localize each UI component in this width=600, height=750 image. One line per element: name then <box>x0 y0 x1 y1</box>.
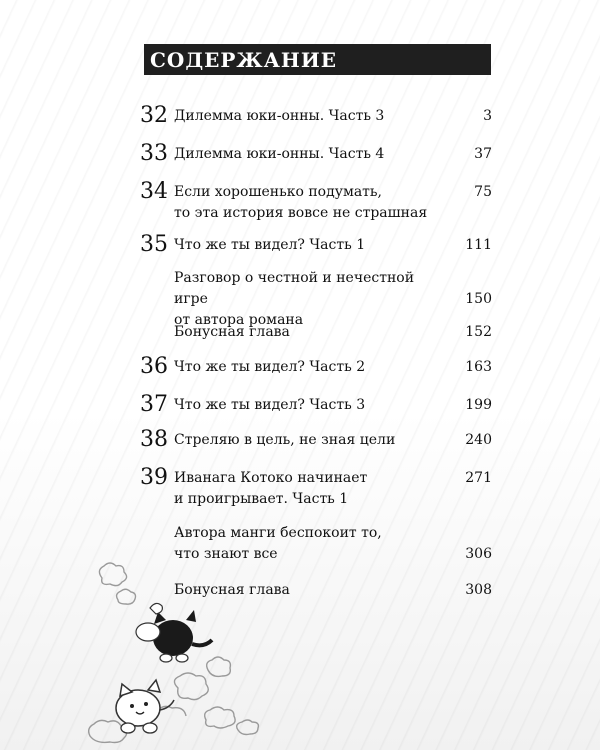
chapter-title: Стреляю в цель, не зная цели <box>174 432 396 448</box>
toc-entry <box>140 521 492 565</box>
toc-entry <box>140 355 492 379</box>
toc-entry <box>140 393 492 417</box>
toc-entry <box>140 428 492 452</box>
page-number: 271 <box>465 470 492 486</box>
page-number: 3 <box>483 108 492 124</box>
chapter-title: Если хорошенько подумать, то эта история вовсе не страшная <box>174 184 428 221</box>
chapter-number: 32 <box>140 103 168 128</box>
toc-entry <box>140 233 492 257</box>
black-cat-icon <box>136 603 212 662</box>
page-number: 150 <box>465 291 492 307</box>
page-number: 152 <box>465 324 492 340</box>
chapter-title: Иванага Котоко начинает и проигрывает. Часть 1 <box>174 470 368 507</box>
page-number: 199 <box>465 397 492 413</box>
chapter-title: Что же ты видел? Часть 3 <box>174 397 366 413</box>
contents-title: СОДЕРЖАНИЕ <box>150 47 337 72</box>
chapter-title: Дилемма юки-онны. Часть 4 <box>174 146 385 162</box>
chapter-number: 35 <box>140 232 168 257</box>
section-title: Бонусная глава <box>174 582 290 598</box>
chapter-title: Что же ты видел? Часть 1 <box>174 237 366 253</box>
toc-entry <box>140 180 492 224</box>
chapter-number: 38 <box>140 427 168 452</box>
chapter-title: Что же ты видел? Часть 2 <box>174 359 366 375</box>
toc-entry <box>140 466 492 510</box>
contents-header <box>144 44 491 75</box>
cats-illustration <box>88 560 328 750</box>
toc-entry <box>140 266 492 328</box>
page-number: 306 <box>465 546 492 562</box>
chapter-title: Дилемма юки-онны. Часть 3 <box>174 108 385 124</box>
chapter-number: 34 <box>140 179 168 204</box>
chapter-number: 36 <box>140 354 168 379</box>
section-title: Бонусная глава <box>174 324 290 340</box>
page-number: 308 <box>465 582 492 598</box>
page-number: 240 <box>465 432 492 448</box>
section-title: Автора манги беспокоит то, что знают все <box>174 525 382 562</box>
section-title: Разговор о честной и нечестной игре от автора романа <box>174 270 415 328</box>
page-number: 75 <box>474 184 492 200</box>
page-number: 111 <box>465 237 492 253</box>
toc-entry <box>140 104 492 128</box>
toc-entry <box>140 142 492 166</box>
page-number: 37 <box>474 146 492 162</box>
chapter-number: 33 <box>140 141 168 166</box>
page-number: 163 <box>465 359 492 375</box>
chapter-number: 39 <box>140 465 168 490</box>
toc-entry <box>140 320 492 344</box>
chapter-number: 37 <box>140 392 168 417</box>
